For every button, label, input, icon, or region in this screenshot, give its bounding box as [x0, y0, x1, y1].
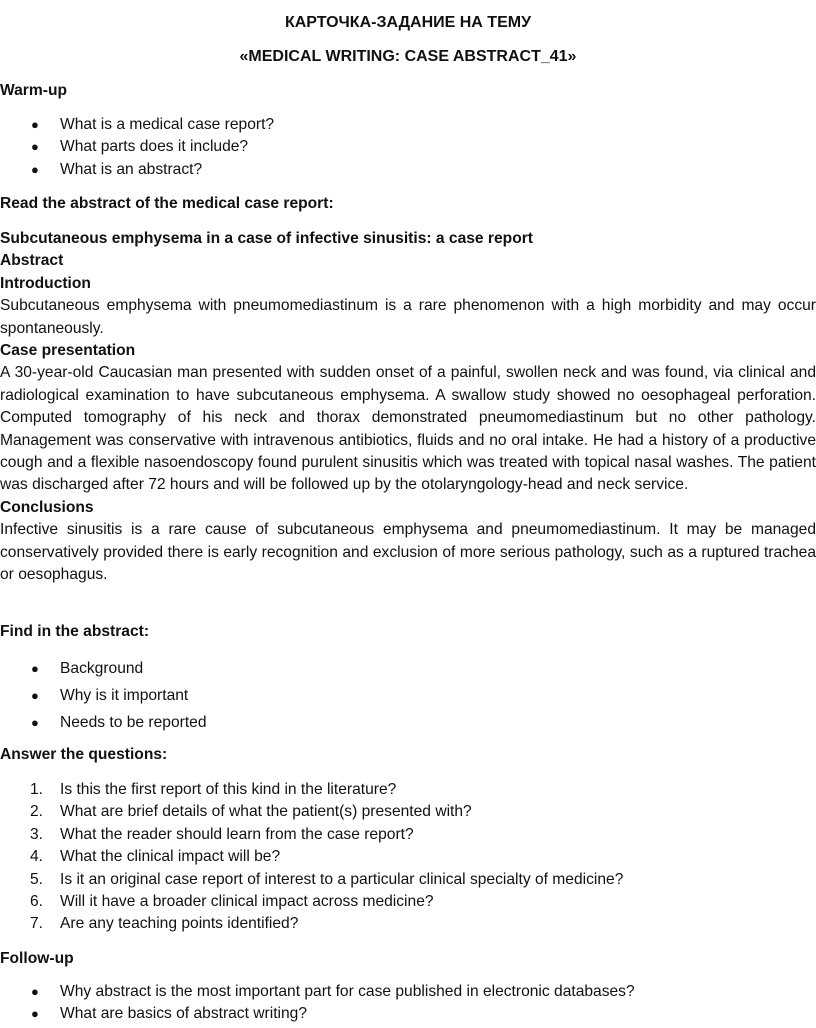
list-item: ● Needs to be reported	[0, 709, 816, 736]
page-title-line2: «MEDICAL WRITING: CASE ABSTRACT_41»	[239, 48, 577, 65]
list-item: ● Why abstract is the most important part for case published in electronic databases?	[0, 981, 816, 1003]
article-title: Subcutaneous emphysema in a case of infective sinusitis: a case report	[0, 230, 533, 247]
find-list	[0, 655, 816, 736]
bullet-icon: ●	[31, 984, 39, 999]
list-item: ● Why is it important	[0, 682, 816, 709]
list-item: 2. What are brief details of what the patient(s) presented with?	[30, 803, 472, 821]
page-title-line1: КАРТОЧКА-ЗАДАНИЕ НА ТЕМУ	[284, 14, 532, 31]
bullet-icon: ●	[31, 117, 39, 132]
conclusions-label: Conclusions	[0, 498, 94, 516]
warmup-list	[0, 114, 816, 181]
list-item: 7. Are any teaching points identified?	[30, 915, 299, 933]
conclusions-text: Infective sinusitis is a rare cause of subcutaneous emphysema and pneumomediastinum. It may be managed conservatively provided there is early recognition and exclusion of more serious pathology, such as a ruptured trachea or oesophagus.	[0, 521, 816, 584]
case-label: Case presentation	[0, 342, 136, 360]
bullet-icon: ●	[31, 661, 39, 676]
list-item: ● What is an abstract?	[0, 159, 816, 181]
bullet-icon: ●	[31, 1006, 39, 1022]
followup-list	[0, 981, 816, 1026]
list-item: ● What is a medical case report?	[0, 114, 816, 136]
questions-list	[0, 779, 816, 936]
intro-label: Introduction	[0, 274, 91, 292]
bullet-icon: ●	[31, 688, 39, 703]
list-item: 4. What the clinical impact will be?	[30, 848, 281, 866]
find-heading: Find in the abstract:	[0, 623, 150, 640]
list-item: ● Background	[0, 655, 816, 682]
case-text: A 30-year-old Caucasian man presented with sudden onset of a painful, swollen neck and was found, via clinical and radiological examination to have subcutaneous emphysema. A swallow study showed no oesophageal perforation. Computed tomography of his neck and thorax demonstrated pneumomediastinum but no other pathology. Management was conservative with intravenous antibiotics, fluids and no oral intake. He had a history of a productive cough and a flexible nasoendoscopy found purulent sinusitis which was treated with topical nasal washes. The patient was discharged after 72 hours and will be followed up by the otolaryngology-head and neck service.	[0, 364, 816, 494]
abstract-label: Abstract	[0, 252, 64, 270]
list-item: 5. Is it an original case report of interest to a particular clinical specialty of medicine?	[30, 870, 624, 888]
article-abstract	[0, 228, 816, 587]
list-item: 1. Is this the first report of this kind in the literature?	[30, 781, 397, 798]
read-heading: Read the abstract of the medical case report:	[0, 195, 334, 212]
warmup-heading: Warm-up	[0, 82, 67, 99]
followup-heading: Follow-up	[0, 950, 74, 967]
questions-heading: Answer the questions:	[0, 746, 168, 763]
bullet-icon: ●	[31, 161, 39, 177]
list-item: 6. Will it have a broader clinical impact across medicine?	[30, 893, 434, 911]
list-item: ● What are basics of abstract writing?	[0, 1003, 816, 1025]
list-item: 3. What the reader should learn from the case report?	[30, 825, 414, 843]
bullet-icon: ●	[31, 139, 39, 155]
bullet-icon: ●	[31, 715, 39, 730]
list-item: ● What parts does it include?	[0, 136, 816, 158]
intro-text: Subcutaneous emphysema with pneumomediastinum is a rare phenomenon with a high morbidity and may occur spontaneously.	[0, 297, 816, 337]
